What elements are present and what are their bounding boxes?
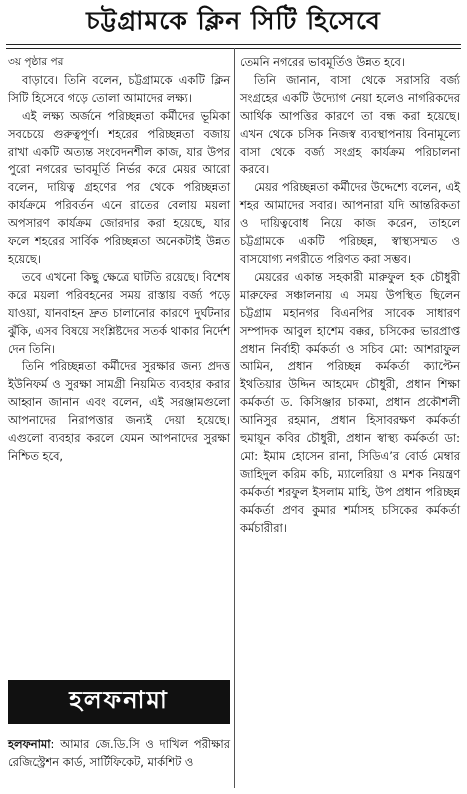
right-column	[240, 54, 460, 537]
paragraph: মেয়রের একান্ত সহকারী মারুফুল হক চৌধুরী মারুফের সঞ্চালনায় এ সময় উপস্থিত ছিলেন চট্টগ্রাম মহানগর বিএনপির সাবেক সাধারণ সম্পাদক আবুল হাশেম বক্কর, চসিকের ভারপ্রাপ্ত প্রধান নির্বাহী কর্মকর্তা ও সচিব মো: আশরাফুল আমিন, প্রধান পরিচ্ছন্ন কর্মকর্তা ক্যাপ্টেন ইথতিয়ার উদ্দিন আহমেদ চৌধুরী, প্রধান শিক্ষা কর্মকর্তা ড. কিসিঞ্জার চাকমা, প্রধান প্রকৌশলী আনিসুর রহমান, প্রধান হিসাবরক্ষণ কর্মকর্তা হুমায়ূন কবির চৌধুরী, প্রধান স্বাস্থ্য কর্মকর্তা ডা: মো: ইমাম হোসেন রানা, সিডিএ’র বোর্ড মেম্বার জাহিদুল করিম কচি, ম্যালেরিয়া ও মশক নিয়ন্ত্রণ কর্মকর্তা শরফুল ইসলাম মাহি, উপ প্রধান পরিচ্ছন্ন কর্মকর্তা প্রণব কুমার শর্মাসহ চসিকের কর্মকর্তা কর্মচারীরা।	[240, 269, 460, 535]
paragraph: মেয়র পরিচ্ছন্নতা কর্মীদের উদ্দেশ্যে বলেন, এই শহর আমাদের সবার। আপনারা যদি আন্তরিকতা ও দায়িত্ববোধ নিয়ে কাজ করেন, তাহলে চট্টগ্রামকে একটি পরিচ্ছন্ন, স্বাস্থ্যসম্মত ও বাসযোগ্য নগরীতে পরিণত করা সম্ভব।	[240, 180, 460, 266]
continued-label: ৩য় পৃষ্ঠার পর	[8, 56, 64, 68]
paragraph: তিনি জানান, বাসা থেকে সরাসরি বর্জ্য সংগ্রহের একটি উদ্যোগ নেয়া হলেও নাগরিকদের আর্থিক আপত্তির কারণে তা বন্ধ করা হয়েছে। এখন থেকে চসিক নিজস্ব ব্যবস্থাপনায় বিনামূল্যে বাসা থেকে বর্জ্য সংগ্রহ কার্যক্রম পরিচালনা করবে।	[240, 72, 460, 177]
affidavit-heading-box: হলফনামা	[8, 680, 230, 724]
article-headline: চট্টগ্রামকে ক্লিন সিটি হিসেবে	[86, 5, 381, 35]
paragraph: তবে এখনো কিছু ক্ষেত্রে ঘাটতি রয়েছে। বিশেষ করে ময়লা পরিবহনের সময় রাস্তায় বর্জ্য পড়ে যাওয়া, যানবাহন দ্রুত চালানোর কারণে দুর্ঘটনার ঝুঁকি, এসব বিষয়ে সংশ্লিষ্টদের সতর্ক থাকার নির্দেশ দেন তিনি।	[8, 269, 230, 356]
column-divider	[234, 48, 235, 788]
headline-rule-top	[6, 44, 461, 45]
paragraph: বাড়াবে। তিনি বলেন, চট্টগ্রামকে একটি ক্লিন সিটি হিসেবে গড়ে তোলা আমাদের লক্ষ্য।	[8, 72, 230, 105]
notice-text: : আমার জে.ডি.সি ও দাখিল পরীক্ষার রেজিস্ট্রেশন কার্ড, সার্টিফিকেট, মার্কশিট ও	[8, 737, 230, 769]
affidavit-notice	[8, 736, 230, 772]
notice-label: হলফনামা	[8, 737, 51, 751]
paragraph: তেমনি নগরের ভাবমূর্তিও উন্নত হবে।	[240, 55, 405, 69]
left-column	[8, 54, 230, 466]
paragraph: এই লক্ষ্য অর্জনে পরিচ্ছন্নতা কর্মীদের ভূমিকা সবচেয়ে গুরুত্বপূর্ণ। শহরের পরিচ্ছন্নতা বজায় রাখা একটি অত্যন্ত সংবেদনশীল কাজ, যার উপর পুরো নগরের ভাবমূর্তি নির্ভর করে মেয়র আরো বলেন, দায়িত্ব গ্রহণের পর থেকে পরিচ্ছন্নতা কার্যক্রমে পরিবর্তন এনে রাতের বেলায় ময়লা অপসারণ কার্যক্রম জোরদার করা হয়েছে, যার ফলে শহরের সার্বিক পরিচ্ছন্নতা অনেকটাই উন্নত হয়েছে।	[8, 108, 230, 266]
paragraph: তিনি পরিচ্ছন্নতা কর্মীদের সুরক্ষার জন্য প্রদত্ত ইউনিফর্ম ও সুরক্ষা সামগ্রী নিয়মিত ব্যবহার করার আহ্বান জানান এবং বলেন, এই সরঞ্জামগুলো আপনাদের নিরাপত্তার জন্যই দেয়া হয়েছে। এগুলো ব্যবহার করলে যেমন আপনাদের সুরক্ষা নিশ্চিত হবে,	[8, 359, 230, 463]
